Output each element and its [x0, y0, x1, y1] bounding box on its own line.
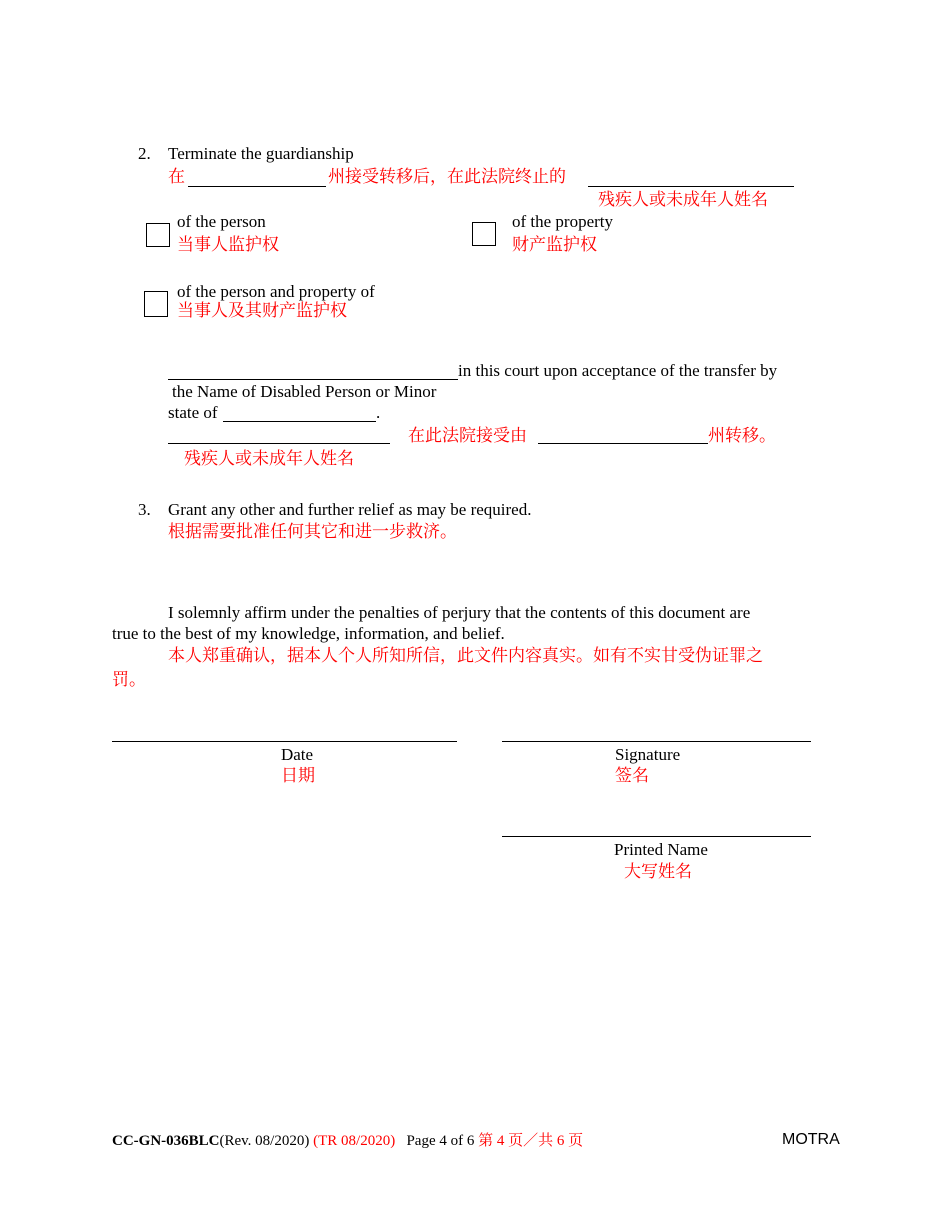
- printed-name-line[interactable]: [502, 836, 811, 837]
- signature-line[interactable]: [502, 741, 811, 742]
- date-label-zh: 日期: [281, 766, 315, 785]
- opt-both-zh: 当事人及其财产监护权: [177, 301, 347, 320]
- acceptance-text: in this court upon acceptance of the transfer by: [458, 361, 778, 380]
- opt-person-label: of the person: [177, 212, 266, 231]
- footer-page: Page 4 of 6: [406, 1133, 475, 1149]
- state-blank-line-3[interactable]: [538, 443, 708, 444]
- footer: [112, 1132, 583, 1150]
- state-of-label: state of: [168, 403, 218, 422]
- printed-name-label: Printed Name: [614, 840, 708, 859]
- item2-zh-prefix: 在: [168, 167, 185, 186]
- footer-form-id: CC-GN-036BLC: [112, 1133, 220, 1149]
- affirm-line-1: I solemnly affirm under the penalties of perjury that the contents of this document are: [168, 603, 751, 622]
- state-end-period: .: [376, 403, 381, 422]
- opt-property-zh: 财产监护权: [512, 235, 597, 254]
- footer-rev: (Rev. 08/2020): [219, 1133, 310, 1149]
- opt-property-label: of the property: [512, 212, 614, 231]
- signature-label-zh: 签名: [615, 766, 649, 785]
- footer-page-zh-3: 页: [568, 1133, 584, 1149]
- footer-tr: (TR 08/2020): [313, 1133, 396, 1149]
- zh-accept-text: 在此法院接受由: [408, 426, 527, 445]
- name-blank-line-1[interactable]: [588, 186, 794, 187]
- date-line[interactable]: [112, 741, 457, 742]
- footer-page-total: 6: [556, 1133, 565, 1149]
- item3-text-zh: 根据需要批准任何其它和进一步救济。: [168, 522, 457, 541]
- person-checkbox[interactable]: [146, 223, 170, 247]
- footer-code: MOTRA: [782, 1131, 840, 1148]
- name-blank-line-2[interactable]: [168, 379, 458, 380]
- footer-page-num: 4: [496, 1133, 505, 1149]
- item2-zh-name-label: 残疾人或未成年人姓名: [598, 190, 768, 209]
- name-blank-line-3[interactable]: [168, 443, 390, 444]
- state-blank-line-2[interactable]: [223, 421, 376, 422]
- item2-zh-middle: 州接受转移后，在此法院终止的: [328, 167, 566, 186]
- item3-number: 3.: [138, 500, 151, 519]
- name-label: the Name of Disabled Person or Minor: [172, 382, 437, 401]
- printed-name-label-zh: 大写姓名: [624, 862, 692, 881]
- item2-number: 2.: [138, 144, 151, 163]
- opt-both-label: of the person and property of: [177, 282, 375, 301]
- opt-person-zh: 当事人监护权: [177, 235, 279, 254]
- person-and-property-checkbox[interactable]: [144, 291, 168, 317]
- zh-name-label-2: 残疾人或未成年人姓名: [184, 449, 354, 468]
- date-label: Date: [280, 745, 314, 764]
- affirm-zh-line-2: 罚。: [112, 670, 146, 689]
- footer-page-zh-2: 页／共: [508, 1133, 554, 1149]
- affirm-line-2: true to the best of my knowledge, information, and belief.: [112, 624, 505, 643]
- item3-text: Grant any other and further relief as may be required.: [168, 500, 532, 519]
- item2-heading: Terminate the guardianship: [168, 144, 354, 163]
- signature-label: Signature: [615, 745, 681, 764]
- state-blank-line-1[interactable]: [188, 186, 326, 187]
- zh-transfer-text: 州转移。: [708, 426, 776, 445]
- property-checkbox[interactable]: [472, 222, 496, 246]
- affirm-zh-line-1: 本人郑重确认，据本人个人所知所信，此文件内容真实。如有不实甘受伪证罪之: [168, 646, 763, 665]
- footer-page-zh-1: 第: [478, 1133, 494, 1149]
